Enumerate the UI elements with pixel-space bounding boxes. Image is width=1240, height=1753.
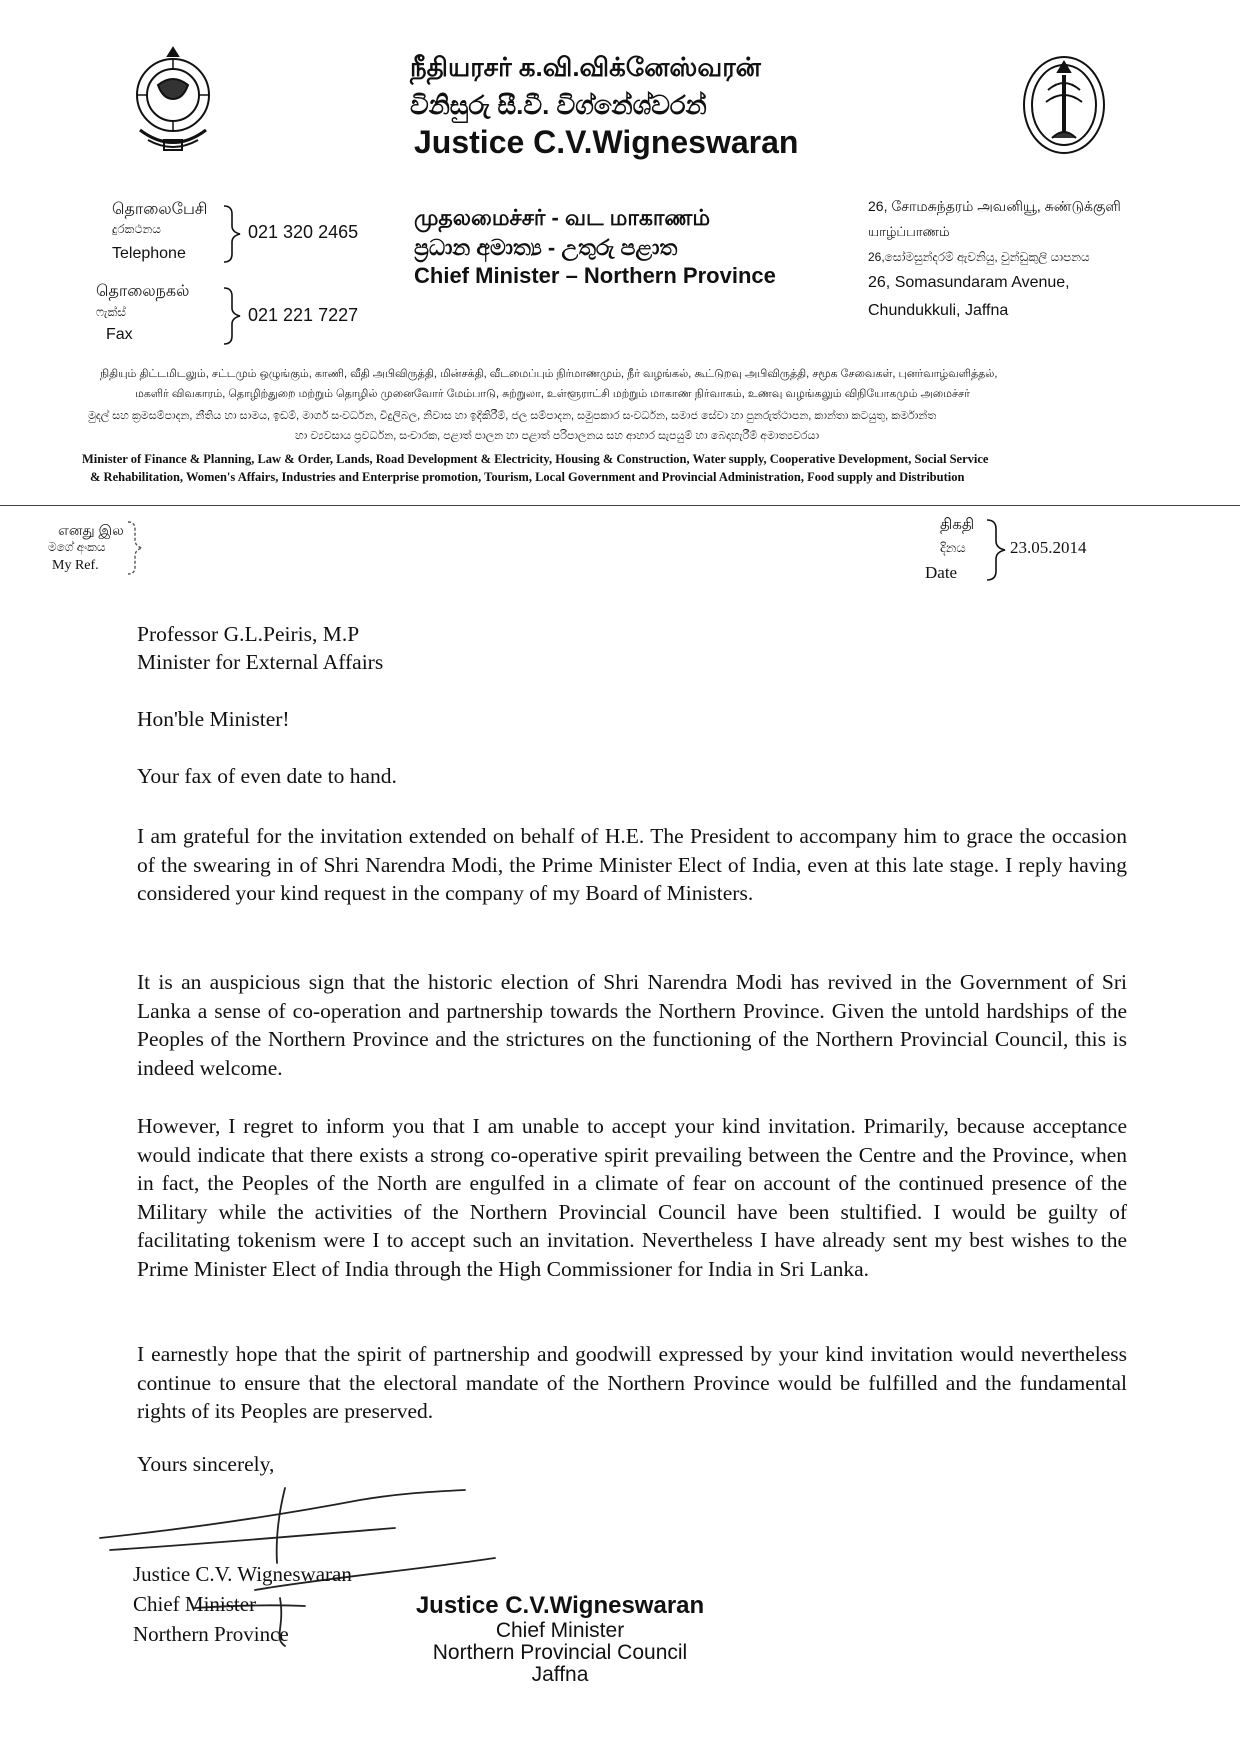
telephone-number: 021 320 2465 xyxy=(248,222,359,242)
northern-province-emblem-icon xyxy=(1018,50,1110,160)
telephone-label-tamil: தொலைபேசி xyxy=(112,201,208,218)
stamp-council: Northern Provincial Council xyxy=(432,1641,688,1664)
office-title-sinhala: ප්‍රධාන අමාත්‍ය - උතුරු පළාත xyxy=(414,235,678,260)
recipient-title: Minister for External Affairs xyxy=(137,650,384,674)
header-divider xyxy=(0,505,1240,506)
paragraph-invitation: I am grateful for the invitation extended on behalf of H.E. The President to accompany him to grace the occasion of the swearing in of Shri Narendra Modi, the Prime Minister Elect of India, even at this late stage. I reply having considered your kind request in the company of my Board of Ministers. xyxy=(137,824,1127,905)
header-name-tamil: நீதியரசர் க.வி.விக்னேஸ்வரன் xyxy=(410,52,761,82)
signature-province: Northern Province xyxy=(133,1622,289,1646)
sri-lanka-emblem-icon xyxy=(128,40,218,160)
signature-name: Justice C.V. Wigneswaran xyxy=(133,1562,352,1586)
office-title-english: Chief Minister – Northern Province xyxy=(414,263,776,288)
salutation: Hon'ble Minister! xyxy=(137,707,290,731)
date-label-tamil: திகதி xyxy=(940,516,975,533)
address-tamil: 26, சோமசுந்தரம் அவனியூ, சுண்டுக்குளி xyxy=(868,198,1121,214)
portfolio-english-line-1: Minister of Finance & Planning, Law & Order, Lands, Road Development & Electricity, Housing & Construction, Water supply, Cooperative Development, Social Service xyxy=(82,452,989,466)
header-name-sinhala: විනිසුරු සී.වී. විග්නේශ්වරන් xyxy=(410,90,707,120)
fax-number: 021 221 7227 xyxy=(248,305,359,325)
header-name-english: Justice C.V.Wigneswaran xyxy=(414,124,799,160)
date-label-sinhala: දිනය xyxy=(940,540,966,555)
fax-label-sinhala: ෆැක්ස් xyxy=(96,305,126,319)
address-line-1: 26, Somasundaram Avenue, xyxy=(868,274,1070,291)
portfolio-tamil-line-1: நிதியும் திட்டமிடலும், சட்டமும் ஒழுங்கும், காணி, வீதி அபிவிருத்தி, மின்சக்தி, வீடமைப்பும் நிர்மாணமும், நீர் வழங்கல், கூட்டுறவு அபிவிருத்தி, சமூக சேவைகள், புனர்வாழ்வளித்தல், xyxy=(100,368,998,380)
stamp-name: Justice C.V.Wigneswaran xyxy=(415,1592,705,1619)
reference-brace-icon xyxy=(126,520,144,576)
paragraph-auspicious-sign: It is an auspicious sign that the historic election of Shri Narendra Modi has revived in the Government of Sri Lanka a sense of co-operation and partnership towards the Northern Province. Given the untold hardships of the Peoples of the Northern Province and the strictures on the functioning of the Northern Provincial Council, this is indeed welcome. xyxy=(137,970,1127,1080)
date-label-english: Date xyxy=(925,563,958,582)
recipient-name: Professor G.L.Peiris, M.P xyxy=(137,622,360,646)
office-title-tamil: முதலமைச்சர் - வட மாகாணம் xyxy=(414,205,711,230)
telephone-brace-icon xyxy=(222,204,242,264)
portfolio-sinhala-line-2: හා ව්‍යවසාය ප්‍රවර්ධන, සංචාරක, පළාත් පාලන හා පළාත් පරිපාලනය සහ ආහාර සැපයුම් හා බෙදාහැරීම් අමාත්‍යවරයා xyxy=(295,430,820,442)
date-brace-icon xyxy=(985,518,1007,584)
address-sinhala: 26,සෝමසුන්දරම් ඇවනියු, චුන්ඩුකුලි යාපනය xyxy=(868,250,1090,264)
telephone-label-sinhala: දුරකථනය xyxy=(112,222,161,236)
date-value: 23.05.2014 xyxy=(1010,538,1087,557)
opening-line: Your fax of even date to hand. xyxy=(137,764,397,788)
portfolio-english-line-2: & Rehabilitation, Women's Affairs, Industries and Enterprise promotion, Tourism, Local Government and Provincial Administration, Food supply and Distribution xyxy=(90,470,965,484)
stamp-title: Chief Minister xyxy=(495,1619,625,1642)
signature-title: Chief Minister xyxy=(133,1592,257,1616)
paragraph-hope: I earnestly hope that the spirit of partnership and goodwill expressed by your kind invitation would nevertheless continue to ensure that the electoral mandate of the Northern Province would be fulfilled and the fundamental rights of its Peoples are preserved. xyxy=(137,1342,1127,1423)
closing: Yours sincerely, xyxy=(137,1452,275,1476)
portfolio-sinhala-line-1: මුදල් සහ ක්‍රමසම්පාදන, නීතිය හා සාමය, ඉඩම්, මාර්ග සංවර්ධන, විදුලිබල, නිවාස හා ඉදිකිරීම්, ජල සම්පාදන, සමුපකාර සංවර්ධන, සමාජ සේවා හා පුනරුත්ථාපන, කාන්තා කටයුතු, කර්මාන්ත xyxy=(88,410,937,422)
official-stamp xyxy=(395,1592,725,1686)
telephone-label-english: Telephone xyxy=(112,245,186,262)
portfolio-tamil-line-2: மகளிர் விவகாரம், தொழிற்துறை மற்றும் தொழில் முனைவோர் மேம்பாடு, சுற்றுலா, உள்ளூராட்சி மற்றும் மாகாண நிர்வாகம், உணவு வழங்கலும் விநியோகமும் அமைச்சர் xyxy=(135,388,970,400)
address-tamil-city: யாழ்ப்பாணம் xyxy=(868,224,950,239)
paragraph-regret: However, I regret to inform you that I am unable to accept your kind invitation. Primarily, because acceptance would indicate that there exists a strong co-operative spirit prevailing between the Centre and the Province, when in fact, the Peoples of the North are engulfed in a climate of fear on account of the continued presence of the Military while the activities of the Northern Provincial Council have been stultified. I would be guilty of facilitating tokenism were I to accept such an invitation. Nevertheless I have already sent my best wishes to the Prime Minister Elect of India through the High Commissioner for India in Sri Lanka. xyxy=(137,1114,1127,1281)
reference-label-tamil: எனது இல xyxy=(58,522,124,538)
stamp-city: Jaffna xyxy=(531,1663,589,1686)
fax-brace-icon xyxy=(222,286,242,346)
fax-label-english: Fax xyxy=(106,326,133,343)
reference-label-sinhala: මගේ අංකය xyxy=(48,540,106,554)
fax-label-tamil: தொலைநகல் xyxy=(96,283,190,300)
address-line-2: Chundukkuli, Jaffna xyxy=(868,302,1009,319)
reference-label-english: My Ref. xyxy=(52,558,99,573)
